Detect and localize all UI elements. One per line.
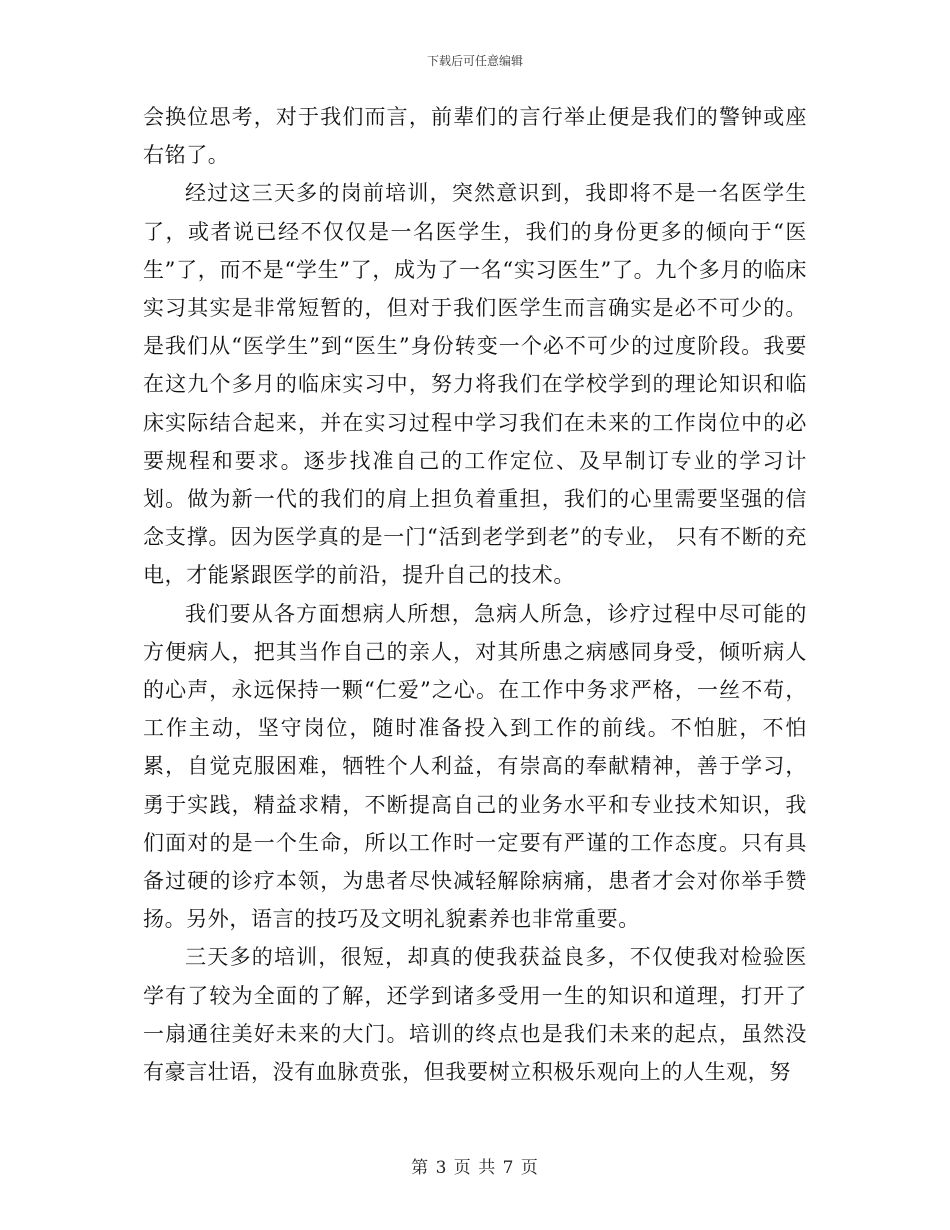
page-number: 第 3 页 共 7 页 (411, 1158, 539, 1178)
paragraph-patient-care: 我们要从各方面想病人所想，急病人所急，诊疗过程中尽可能的方便病人，把其当作自己的亲人，对其所患之病感同身受，倾听病人的心声，永远保持一颗“仁爱”之心。在工作中务求严格，一丝不苟，工作主动，坚守岗位，随时准备投入到工作的前线。不怕脏，不怕累，自觉克服困难，牺牲个人利益，有崇高的奉献精神，善于学习，勇于实践，精益求精，不断提高自己的业务水平和专业技术知识，我们面对的是一个生命，所以工作时一定要有严谨的工作态度。只有具备过硬的诊疗本领，为患者尽快减轻解除病痛，患者才会对你举手赞扬。另外，语言的技巧及文明礼貌素养也非常重要。 (143, 601, 807, 932)
document-body (143, 98, 807, 1091)
page-header-note: 下载后可任意编辑 (426, 54, 523, 68)
paragraph-training-reflection: 经过这三天多的岗前培训，突然意识到，我即将不是一名医学生了，或者说已经不仅仅是一名医学生，我们的身份更多的倾向于“医生”了，而不是“学生”了，成为了一名“实习医生”了。九个多月的临床实习其实是非常短暂的，但对于我们医学生而言确实是必不可少的。是我们从“医学生”到“医生”身份转变一个必不可少的过度阶段。我要在这九个多月的临床实习中，努力将我们在学校学到的理论知识和临床实际结合起来，并在实习过程中学习我们在未来的工作岗位中的必要规程和要求。逐步找准自己的工作定位、及早制订专业的学习计划。做为新一代的我们的肩上担负着重担，我们的心里需要坚强的信念支撑。因为医学真的是一门“活到老学到老”的专业， 只有不断的充电，才能紧跟医学的前沿，提升自己的技术。 (143, 181, 807, 588)
paragraph-conclusion: 三天多的培训，很短，却真的使我获益良多，不仅使我对检验医学有了较为全面的了解，还学到诸多受用一生的知识和道理，打开了一扇通往美好未来的大门。培训的终点也是我们未来的起点，虽然没有豪言壮语，没有血脉贲张，但我要树立积极乐观向上的人生观，努 (143, 945, 807, 1085)
paragraph-continuation: 会换位思考，对于我们而言，前辈们的言行举止便是我们的警钟或座右铭了。 (143, 105, 807, 168)
